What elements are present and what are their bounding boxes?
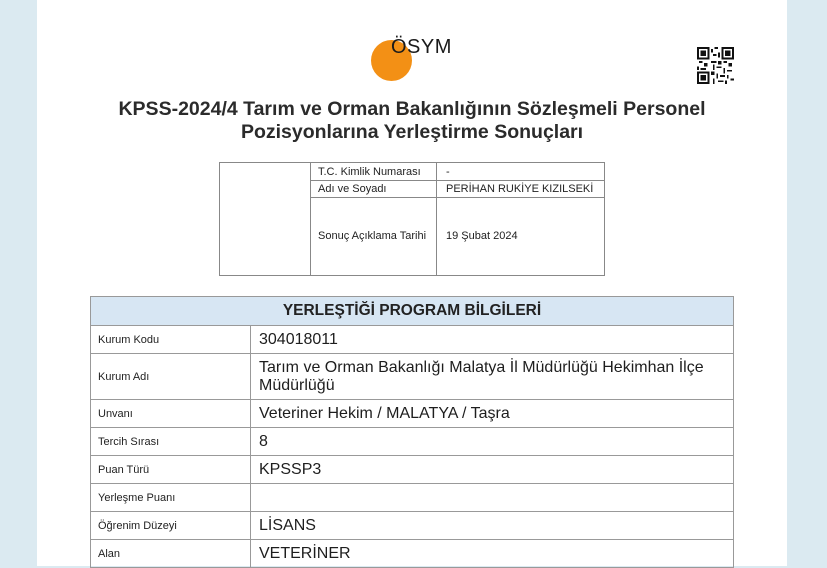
title-line-2: Pozisyonlarına Yerleştirme Sonuçları	[240, 121, 584, 143]
date-label: Sonuç Açıklama Tarihi	[310, 197, 437, 275]
document-title	[37, 98, 787, 144]
photo-placeholder	[220, 163, 311, 275]
row-label: Kurum Adı	[91, 354, 251, 399]
table-row	[91, 326, 733, 354]
table-row	[91, 456, 733, 484]
row-label: Alan	[91, 540, 251, 567]
name-label: Adı ve Soyadı	[310, 180, 437, 197]
date-value: 19 Şubat 2024	[446, 230, 518, 242]
table-row	[91, 512, 733, 540]
tc-label: T.C. Kimlik Numarası	[310, 163, 437, 180]
row-label: Puan Türü	[91, 456, 251, 483]
table-row	[91, 428, 733, 456]
row-label: Tercih Sırası	[91, 428, 251, 455]
identity-row-name	[310, 180, 604, 198]
identity-table	[219, 162, 605, 276]
name-value: PERİHAN RUKİYE KIZILSEKİ	[446, 182, 594, 195]
row-label: Kurum Kodu	[91, 326, 251, 353]
row-value: 304018011	[259, 330, 338, 348]
row-label: Yerleşme Puanı	[91, 484, 251, 511]
table-row	[91, 540, 733, 567]
program-info-header: YERLEŞTİĞİ PROGRAM BİLGİLERİ	[91, 297, 733, 326]
row-value: Tarım ve Orman Bakanlığı Malatya İl Müdürlüğü Hekimhan İlçe Müdürlüğü	[259, 358, 704, 394]
osym-logo	[370, 36, 470, 82]
row-value: VETERİNER	[259, 544, 351, 562]
row-value: 8	[259, 432, 268, 450]
table-row	[91, 354, 733, 400]
osym-logo-text: ÖSYM	[391, 36, 452, 58]
row-value: LİSANS	[259, 516, 316, 534]
qr-code-icon	[697, 47, 734, 84]
row-value: KPSSP3	[259, 460, 322, 478]
row-value	[251, 484, 733, 511]
program-info-table	[90, 296, 734, 568]
table-row	[91, 484, 733, 512]
row-value: Veteriner Hekim / MALATYA / Taşra	[259, 404, 510, 422]
row-label: Öğrenim Düzeyi	[91, 512, 251, 539]
table-row	[91, 400, 733, 428]
title-line-1: KPSS-2024/4 Tarım ve Orman Bakanlığının Sözleşmeli Personel	[118, 98, 706, 120]
identity-row-date	[310, 197, 604, 275]
tc-value: -	[446, 165, 450, 178]
row-label: Unvanı	[91, 400, 251, 427]
identity-row-tc	[310, 163, 604, 181]
